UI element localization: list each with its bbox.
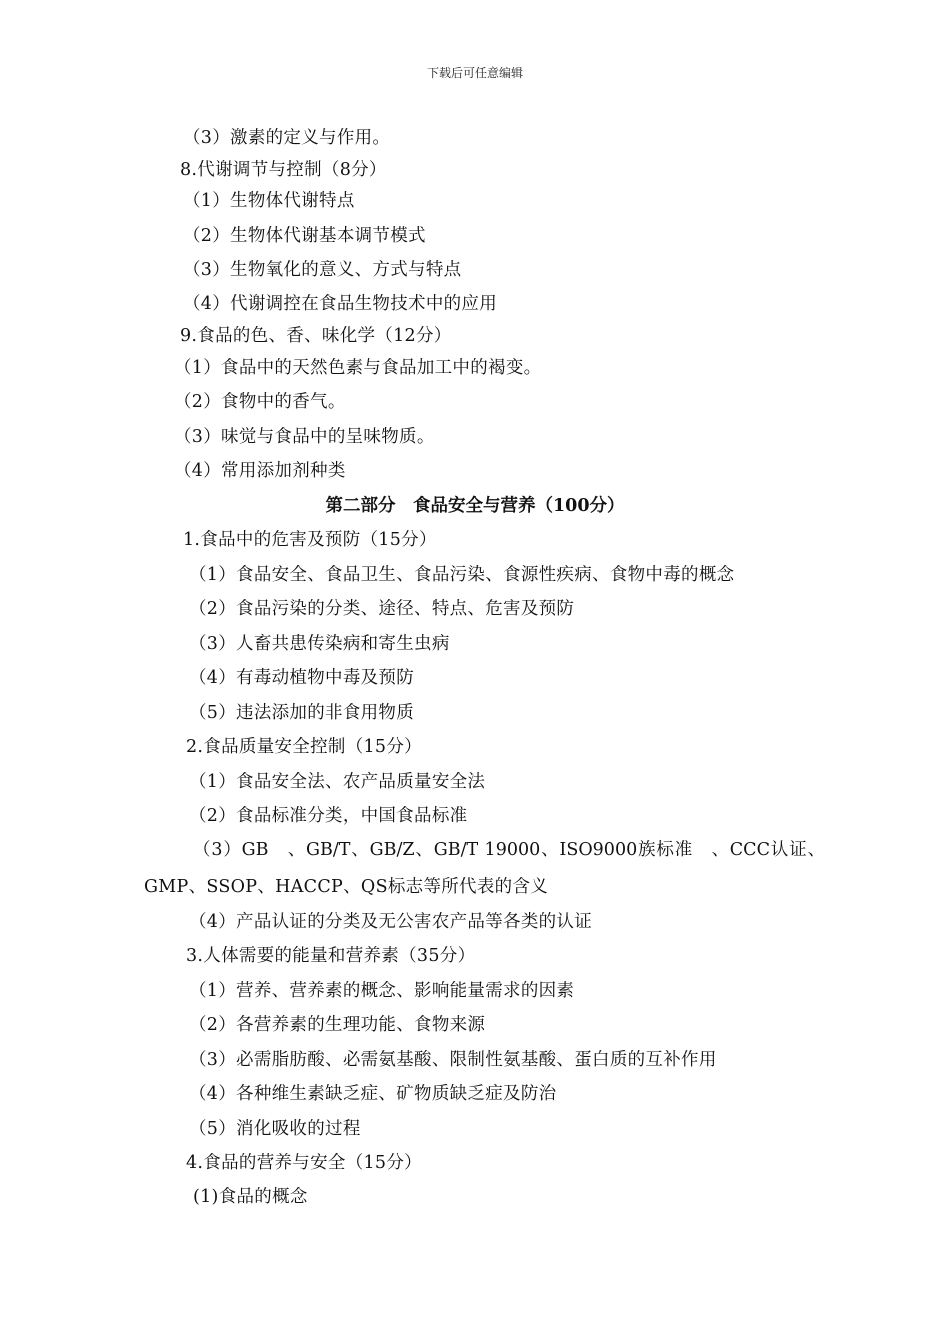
text-line: （3）人畜共患传染病和寄生虫病 [189,634,450,654]
text-line: （1）生物体代谢特点 [183,191,355,211]
section-heading: 1.食品中的危害及预防（15分） [183,530,437,550]
text-line: （4）产品认证的分类及无公害农产品等各类的认证 [189,912,593,932]
text-line: （2）食品标准分类，中国食品标准 [189,806,468,826]
text-line: （4）各种维生素缺乏症、矿物质缺乏症及防治 [189,1084,557,1104]
section-heading: 2.食品质量安全控制（15分） [186,737,422,757]
text-line: （2）食物中的香气。 [174,392,346,412]
text-line: （1）食品中的天然色素与食品加工中的褐变。 [174,358,542,378]
text-line: (1)食品的概念 [193,1187,308,1207]
text-line: GMP、SSOP、HACCP、QS标志等所代表的含义 [144,877,549,897]
page-header-note: 下载后可任意编辑 [426,66,523,80]
text-line: （5）违法添加的非食用物质 [189,703,415,723]
text-line: （1）食品安全法、农产品质量安全法 [189,772,486,792]
section-heading: 3.人体需要的能量和营养素（35分） [186,946,476,966]
text-line: （1）营养、营养素的概念、影响能量需求的因素 [189,981,575,1001]
text-line: （2）各营养素的生理功能、食物来源 [189,1015,486,1035]
text-line: （4）有毒动植物中毒及预防 [189,668,415,688]
text-line: （3）味觉与食品中的呈味物质。 [174,427,435,447]
text-line: （1）食品安全、食品卫生、食品污染、食源性疾病、食物中毒的概念 [189,565,735,585]
text-line: （3）生物氧化的意义、方式与特点 [183,260,462,280]
text-line: （2）食品污染的分类、途径、特点、危害及预防 [189,599,575,619]
section-heading: 9.食品的色、香、味化学（12分） [180,326,452,346]
text-line: （3）必需脂肪酸、必需氨基酸、限制性氨基酸、蛋白质的互补作用 [189,1050,717,1070]
text-line: （4）代谢调控在食品生物技术中的应用 [183,294,498,314]
part-title: 第二部分 食品安全与营养（100分） [325,496,625,516]
text-line: （4）常用添加剂种类 [174,461,346,481]
text-line: （5）消化吸收的过程 [189,1119,361,1139]
section-heading: 4.食品的营养与安全（15分） [186,1153,422,1173]
section-heading: 8.代谢调节与控制（8分） [180,160,387,180]
text-line: （3）GB 、GB/T、GB/Z、GB/T 19000、ISO9000族标准 、CCC认证、 [193,840,825,860]
text-line: （3）激素的定义与作用。 [183,128,391,148]
text-line: （2）生物体代谢基本调节模式 [183,226,426,246]
